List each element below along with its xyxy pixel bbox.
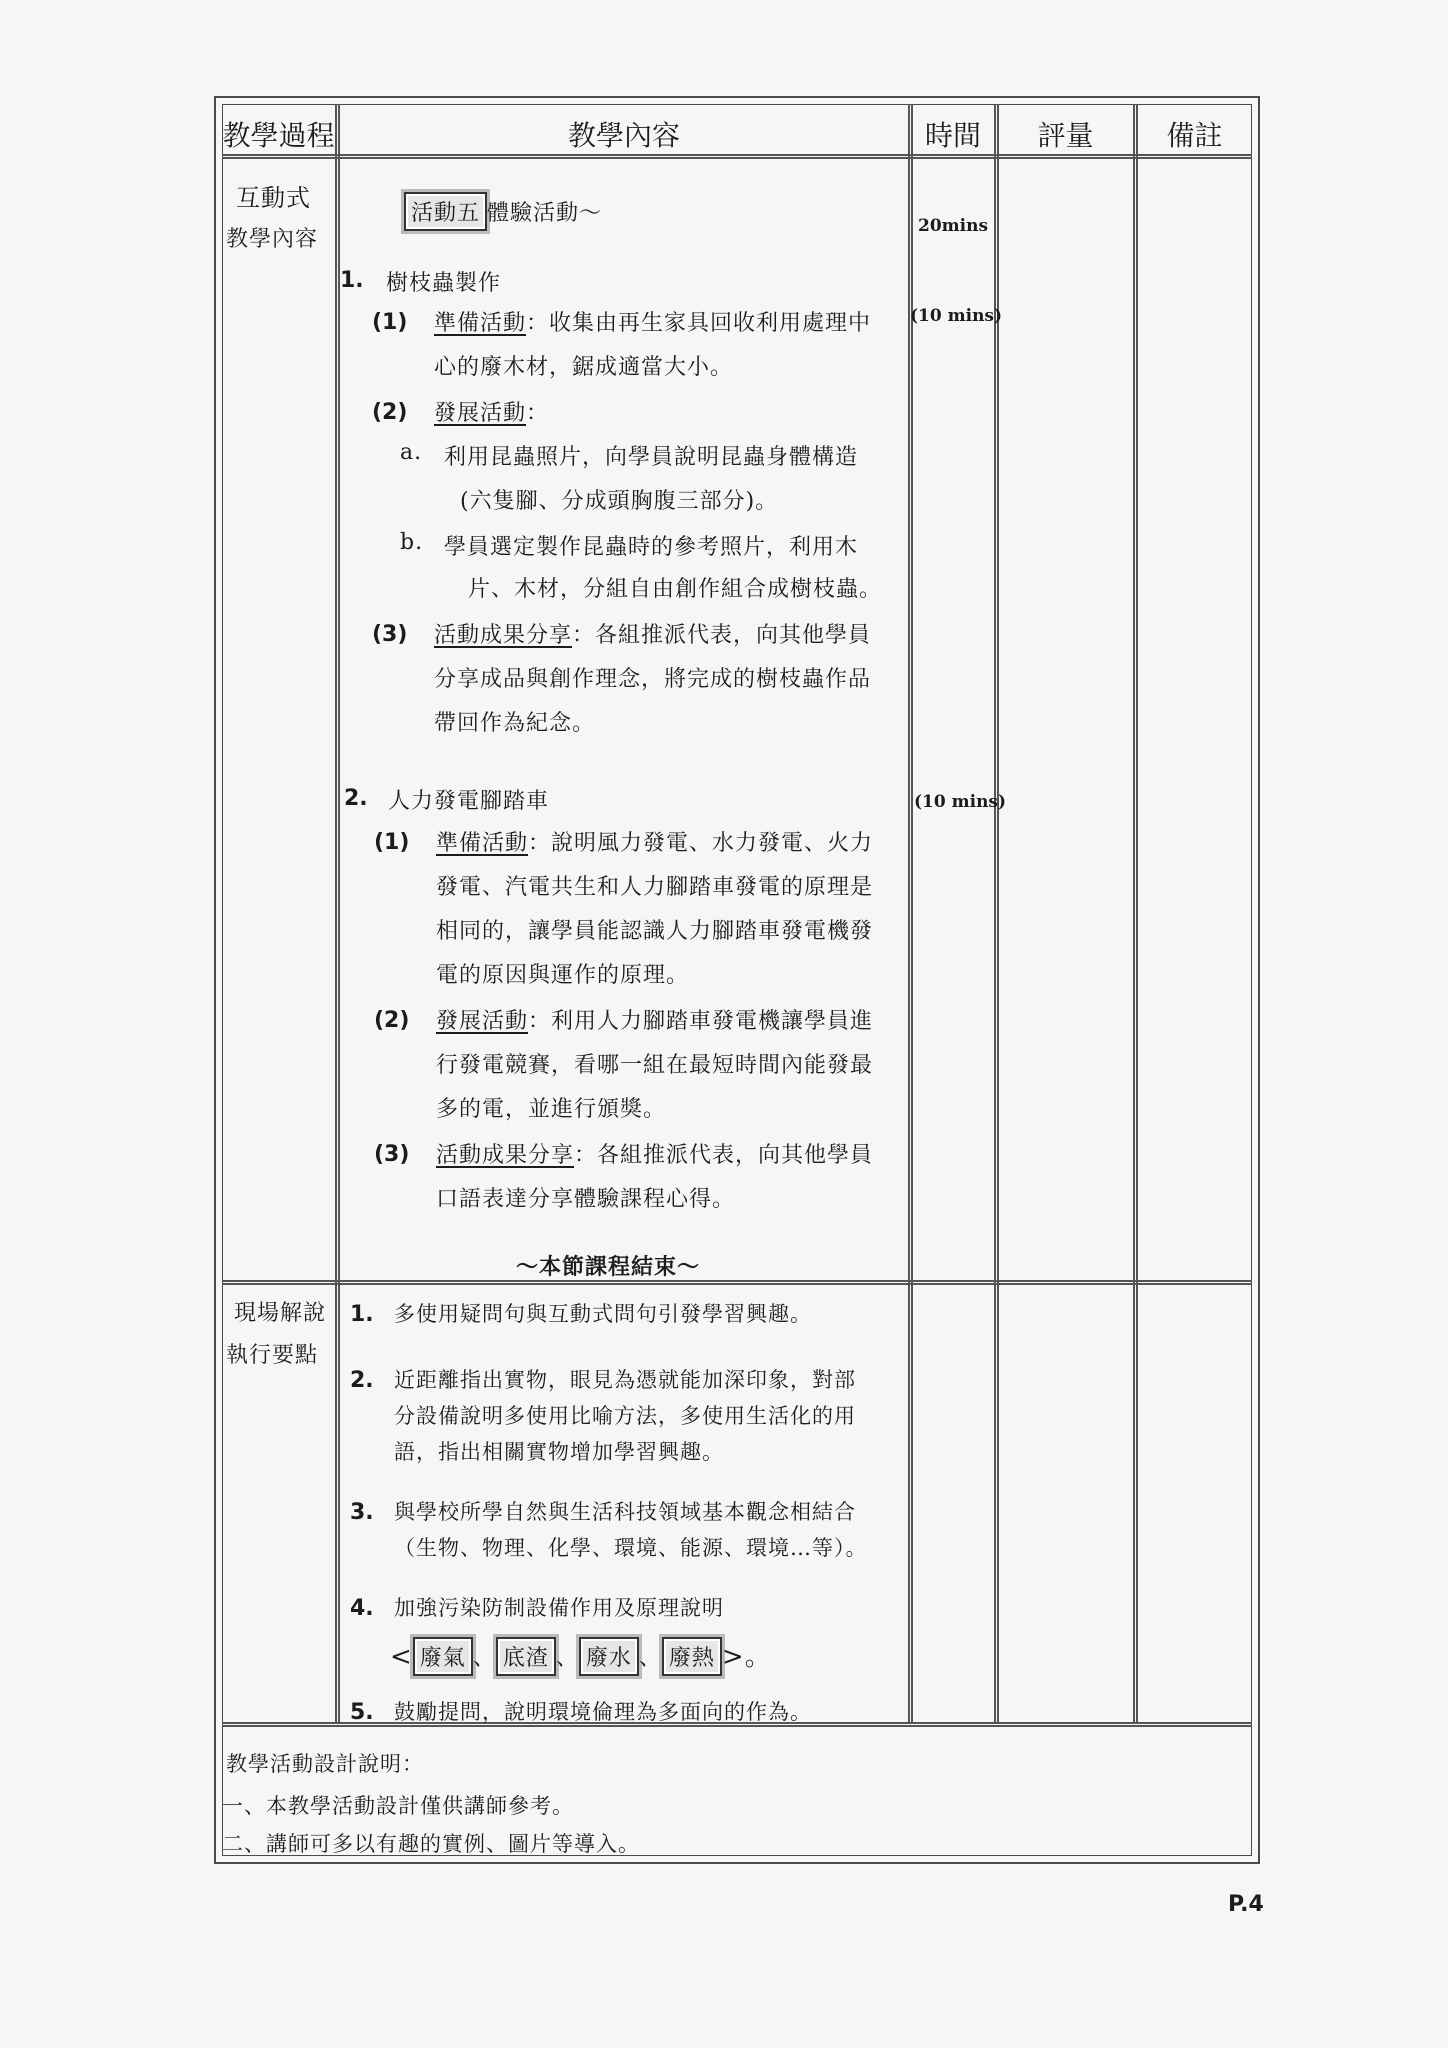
item1-p3-number: (3) <box>372 622 408 647</box>
header-assess: 評量 <box>1037 119 1094 152</box>
header-divider <box>222 154 1252 159</box>
item1-a-line2: (六隻腳、分成頭胸腹三部分)。 <box>460 489 779 514</box>
design-notes-line2: 二、講師可多以有趣的實例、圖片等導入。 <box>222 1832 640 1856</box>
point1-number: 1. <box>350 1302 374 1327</box>
section1-label-line1: 互動式 <box>236 184 311 212</box>
item1-number: 1. <box>340 268 364 293</box>
item1-p1-line2: 心的廢木材，鋸成適當大小。 <box>434 355 734 380</box>
item1-p1-number: (1) <box>372 310 408 335</box>
point4-line1: 加強污染防制設備作用及原理說明 <box>394 1596 724 1620</box>
item2-p2-number: (2) <box>374 1008 410 1033</box>
point2-line1: 近距離指出實物，眼見為憑就能加深印象，對部 <box>394 1368 856 1392</box>
item2-p2-line1 <box>436 1004 873 1035</box>
col-divider-content <box>908 104 913 1722</box>
point5-line1: 鼓勵提問，說明環境倫理為多面向的作為。 <box>394 1700 812 1724</box>
row-divider-1 <box>222 1280 1252 1285</box>
pollutant-box-slag: 底渣 <box>496 1637 556 1676</box>
item2-p1-line1 <box>436 826 873 857</box>
activity-title: 體驗活動～ <box>487 201 603 226</box>
item2-p1-line2: 發電、汽電共生和人力腳踏車發電的原理是 <box>436 875 874 900</box>
point4-close: >。 <box>721 1642 772 1672</box>
point4-pollutants <box>390 1636 772 1676</box>
item1-b-number: b. <box>400 530 424 555</box>
item1-p2-tail: ： <box>526 401 550 426</box>
item1-p1-text: ：收集由再生家具回收利用處理中 <box>526 311 872 336</box>
header-process: 教學過程 <box>222 119 335 152</box>
item2-p1-text: ：說明風力發電、水力發電、火力 <box>528 831 874 856</box>
item1-p1-line1 <box>434 306 871 337</box>
item1-p2-number: (2) <box>372 400 408 425</box>
item2-p3-line1 <box>436 1138 873 1169</box>
item1-p1-key: 準備活動 <box>434 311 527 336</box>
item2-p1-number: (1) <box>374 830 410 855</box>
item1-p3-line2: 分享成品與創作理念，將完成的樹枝蟲作品 <box>434 667 872 692</box>
pollutant-box-waste-heat: 廢熱 <box>662 1637 722 1676</box>
point4-sep2: 、 <box>555 1646 579 1671</box>
time-total: 20mins <box>918 216 989 236</box>
item1-p3-text: ：各組推派代表，向其他學員 <box>572 623 872 648</box>
item2-p1-key: 準備活動 <box>436 831 529 856</box>
item2-p3-number: (3) <box>374 1142 410 1167</box>
item2-p3-line2: 口語表達分享體驗課程心得。 <box>436 1187 736 1212</box>
item2-p3-key: 活動成果分享 <box>436 1143 575 1168</box>
pollutant-box-wastewater: 廢水 <box>579 1637 639 1676</box>
point2-number: 2. <box>350 1368 374 1393</box>
item2-title: 人力發電腳踏車 <box>388 789 550 814</box>
design-notes-title: 教學活動設計說明： <box>226 1752 424 1776</box>
item1-b-line1: 學員選定製作昆蟲時的參考照片，利用木 <box>444 535 859 560</box>
point2-line2: 分設備說明多使用比喻方法，多使用生活化的用 <box>394 1404 856 1428</box>
activity-box: 活動五 <box>404 192 487 231</box>
table-inner-frame <box>222 104 1252 1856</box>
item2-p1-line4: 電的原因與運作的原理。 <box>436 963 690 988</box>
item2-time: (10 mins) <box>914 792 1007 812</box>
point1-line1: 多使用疑問句與互動式問句引發學習興趣。 <box>394 1302 812 1326</box>
activity-heading <box>404 192 602 231</box>
col-divider-assess <box>1133 104 1138 1722</box>
item2-p2-line2: 行發電競賽，看哪一組在最短時間內能發最 <box>436 1053 874 1078</box>
point4-sep1: 、 <box>472 1646 496 1671</box>
section2-label-line2: 執行要點 <box>226 1343 319 1368</box>
header-content: 教學內容 <box>567 119 680 152</box>
point5-number: 5. <box>350 1700 374 1725</box>
point4-number: 4. <box>350 1596 374 1621</box>
header-time: 時間 <box>924 119 981 152</box>
item1-p3-line1 <box>434 618 871 649</box>
item1-a-line1: 利用昆蟲照片，向學員說明昆蟲身體構造 <box>444 445 859 470</box>
point4-open: < <box>390 1642 413 1672</box>
item2-p2-text: ：利用人力腳踏車發電機讓學員進 <box>528 1009 874 1034</box>
item2-p3-text: ：各組推派代表，向其他學員 <box>574 1143 874 1168</box>
header-note: 備註 <box>1166 119 1223 152</box>
item2-p2-key: 發展活動 <box>436 1009 529 1034</box>
col-divider-time <box>994 104 999 1722</box>
item1-a-number: a. <box>400 440 423 465</box>
item1-b-line2: 片、木材，分組自由創作組合成樹枝蟲。 <box>468 577 883 602</box>
item2-p2-line3: 多的電，並進行頒獎。 <box>436 1097 667 1122</box>
item1-p2-key: 發展活動 <box>434 401 527 426</box>
point3-line2: （生物、物理、化學、環境、能源、環境…等）。 <box>394 1536 868 1560</box>
item2-number: 2. <box>344 786 368 811</box>
item1-p3-line3: 帶回作為紀念。 <box>434 711 596 736</box>
design-notes-line1: 一、本教學活動設計僅供講師參考。 <box>222 1794 574 1818</box>
item1-p2-line <box>434 396 549 427</box>
col-divider-process <box>335 104 340 1722</box>
point2-line3: 語，指出相關實物增加學習興趣。 <box>394 1440 724 1464</box>
section1-label-line2: 教學內容 <box>226 227 319 252</box>
item1-p3-key: 活動成果分享 <box>434 623 573 648</box>
point4-sep3: 、 <box>638 1646 662 1671</box>
section-end-text: ～本節課程結束～ <box>516 1254 701 1280</box>
point3-line1: 與學校所學自然與生活科技領域基本觀念相結合 <box>394 1500 856 1524</box>
page-number: P.4 <box>1228 1892 1264 1917</box>
pollutant-box-exhaust: 廢氣 <box>413 1637 473 1676</box>
item2-p1-line3: 相同的，讓學員能認識人力腳踏車發電機發 <box>436 919 874 944</box>
item1-title: 樹枝蟲製作 <box>386 271 502 296</box>
item1-time: (10 mins) <box>910 306 1003 326</box>
section2-label-line1: 現場解說 <box>234 1301 327 1326</box>
point3-number: 3. <box>350 1500 374 1525</box>
